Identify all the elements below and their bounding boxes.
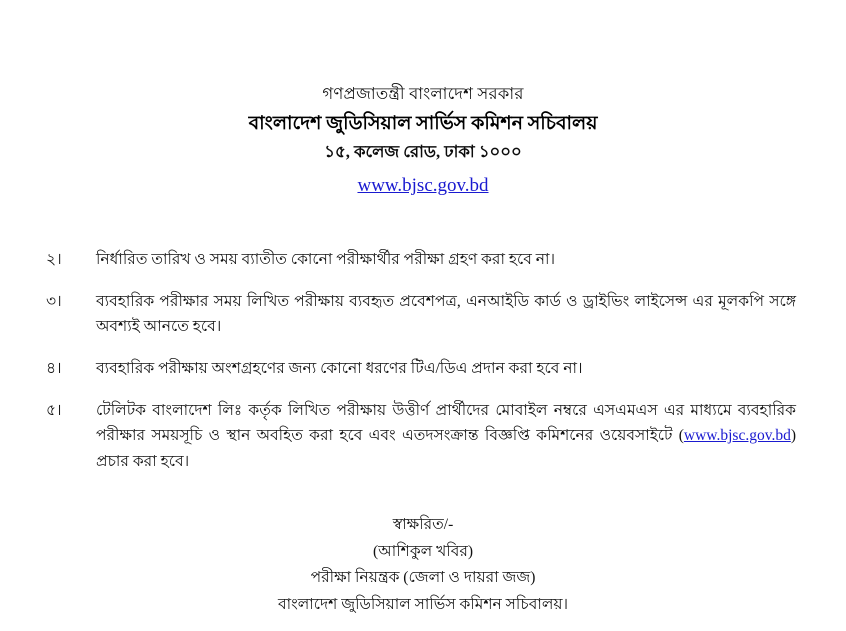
list-item [46,247,796,272]
notice-list [0,247,846,474]
website-line [0,172,846,200]
list-item-text: ব্যবহারিক পরীক্ষার সময় লিখিত পরীক্ষায় ব্যবহৃত প্রবেশপত্র, এনআইডি কার্ড ও ড্রাইভিং লাইসেন্স এর মূলকপি সঙ্গে অবশ্যই আনতে হবে। [96,293,796,336]
list-item [46,289,796,339]
list-item-text-after-link: ) প্রচার করা হবে। [96,427,796,470]
list-item-number: ৪। [46,360,62,378]
list-item-number: ৫। [46,402,62,420]
document-header [0,0,846,200]
signatory-name: (আশিকুল খবির) [372,542,474,560]
list-item-text-with-link [96,398,796,473]
list-item-number: ২। [46,250,62,268]
list-item [46,356,796,381]
organization-title: বাংলাদেশ জুডিসিয়াল সার্ভিস কমিশন সচিবালয় [248,112,598,134]
website-link[interactable]: www.bjsc.gov.bd [357,175,489,197]
signature-block [0,512,846,619]
list-item-text: নির্ধারিত তারিখ ও সময় ব্যাতীত কোনো পরীক্ষার্থীর পরীক্ষা গ্রহণ করা হবে না। [96,250,555,268]
list-item [46,398,796,473]
signed-label: স্বাক্ষরিত/- [392,516,454,533]
signatory-office: বাংলাদেশ জুডিসিয়াল সার্ভিস কমিশন সচিবালয়। [277,595,569,613]
list-item-text: ব্যবহারিক পরীক্ষায় অংশগ্রহণের জন্য কোনো ধরণের টিএ/ডিএ প্রদান করা হবে না। [96,360,583,378]
list-item-number: ৩। [46,293,62,311]
list-item-text-before-link: টেলিটক বাংলাদেশ লিঃ কর্তৃক লিখিত পরীক্ষায় উত্তীর্ণ প্রার্থীদের মোবাইল নম্বরে এসএমএস এর মাধ্যমে ব্যবহারিক পরীক্ষার সময়সূচি ও স্থান অবহিত করা হবে এবং এতদসংক্রান্ত বিজ্ঞপ্তি কমিশনের ওয়েবসাইটে ( [96,402,796,445]
inline-website-link[interactable]: www.bjsc.gov.bd [683,427,791,445]
government-title: গণপ্রজাতন্ত্রী বাংলাদেশ সরকার [322,84,524,103]
signatory-designation: পরীক্ষা নিয়ন্ত্রক (জেলা ও দায়রা জজ) [310,569,536,587]
address-line: ১৫, কলেজ রোড, ঢাকা ১০০০ [324,142,522,162]
